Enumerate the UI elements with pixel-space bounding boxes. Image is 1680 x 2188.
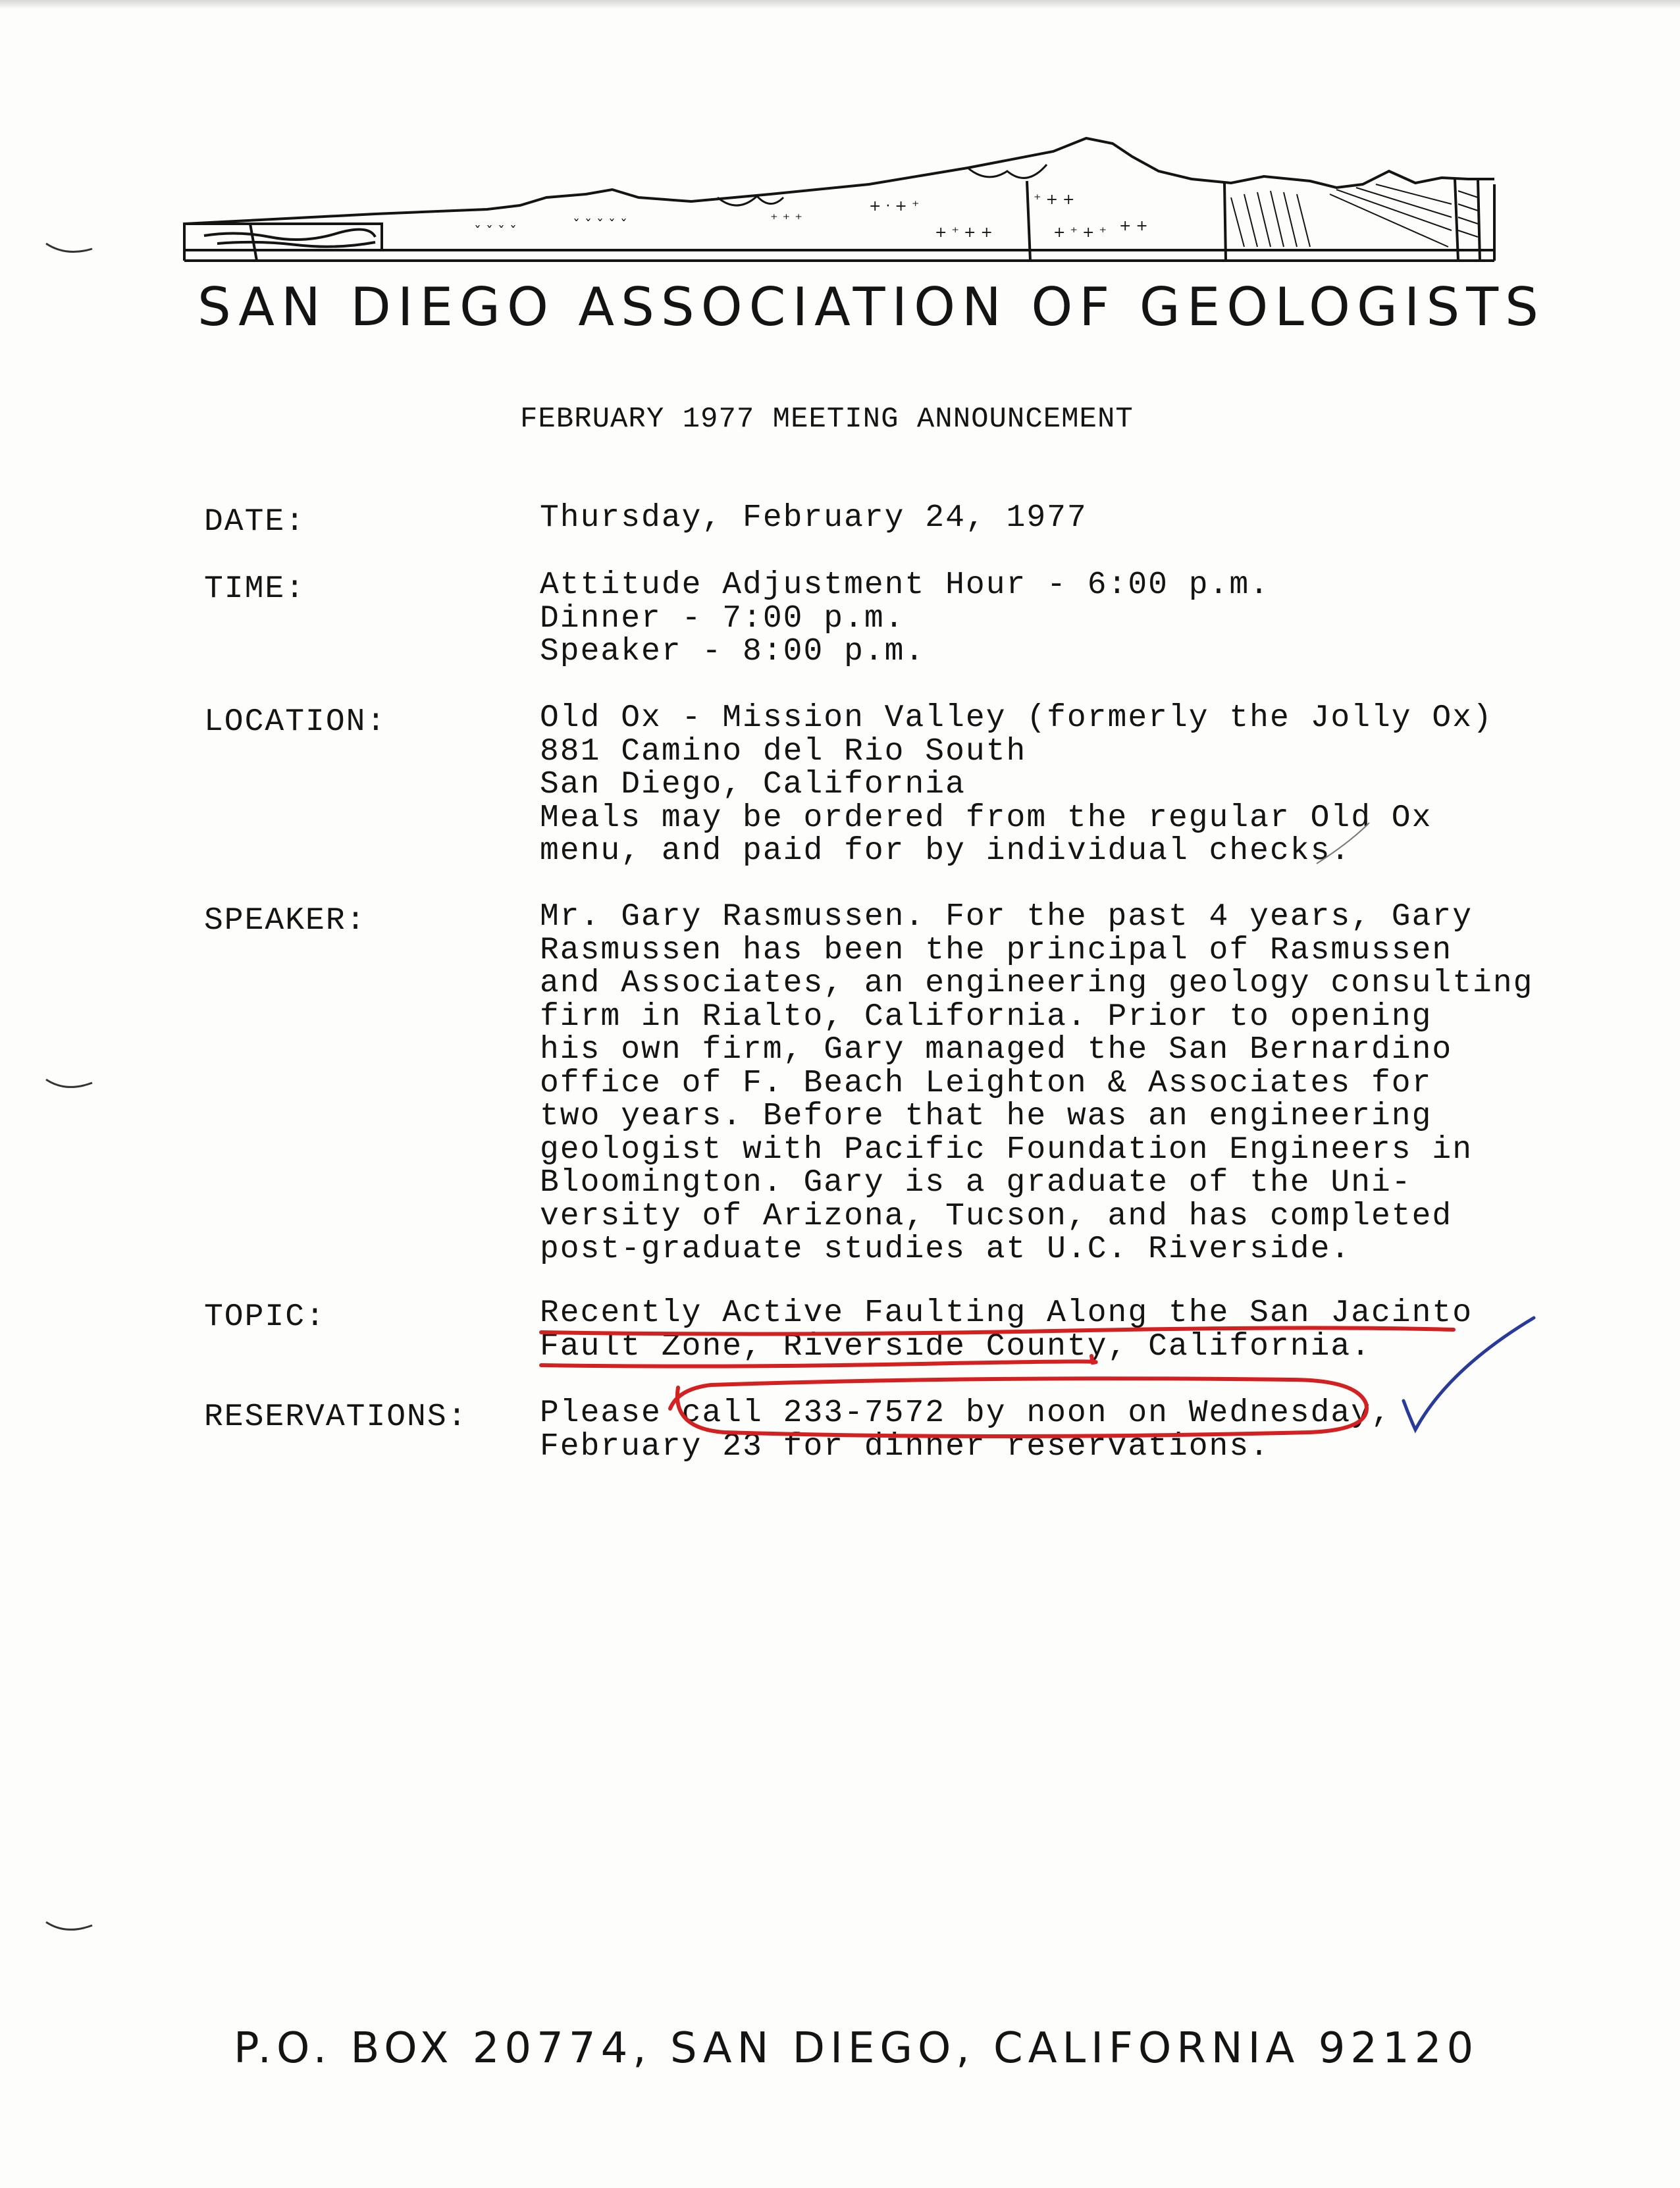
speaker-line: Rasmussen has been the principal of Rasmussen [540, 932, 1453, 968]
speaker-line: his own firm, Gary managed the San Bernardino [540, 1032, 1453, 1068]
speaker-line: post-graduate studies at U.C. Riverside. [540, 1232, 1352, 1267]
reservations-line: Please call 233-7572 by noon on Wednesday, [540, 1395, 1392, 1431]
reservations-line: February 23 for dinner reservations. [540, 1428, 1270, 1465]
topic-line: Recently Active Faulting Along the San Jacinto [540, 1295, 1473, 1331]
svg-text:⁺ ⁺ ⁺: ⁺ ⁺ ⁺ [770, 211, 802, 228]
location-line: 881 Camino del Rio South [540, 733, 1027, 769]
svg-text:+ ⁺ + +: + ⁺ + + [935, 224, 993, 241]
reservations-label: RESERVATIONS: [204, 1399, 468, 1435]
speaker-line: firm in Rialto, California. Prior to opening [540, 999, 1432, 1035]
speaker-line: Bloomington. Gary is a graduate of the Uni- [540, 1165, 1412, 1201]
page-top-edge [0, 0, 1680, 9]
location-line: menu, and paid for by individual checks. [540, 833, 1352, 869]
speaker-line: and Associates, an engineering geology consulting [540, 966, 1534, 1001]
time-line: Attitude Adjustment Hour - 6:00 p.m. [540, 567, 1270, 603]
speaker-label: SPEAKER: [204, 903, 367, 939]
location-line: San Diego, California [540, 767, 966, 802]
date-value [540, 502, 1527, 535]
footer-address: P.O. BOX 20774, SAN DIEGO, CALIFORNIA 92120 [234, 2024, 1479, 2073]
punch-hole-mark [46, 244, 92, 252]
topic-line: Fault Zone, Riverside County, California. [540, 1328, 1371, 1365]
speaker-line: office of F. Beach Leighton & Associates for [540, 1065, 1432, 1101]
location-value [540, 702, 1527, 868]
location-line: Meals may be ordered from the regular Old Ox [540, 800, 1432, 836]
location-line: Old Ox - Mission Valley (formerly the Jolly Ox) [540, 700, 1493, 736]
speaker-line: geologist with Pacific Foundation Engineers in [540, 1132, 1473, 1168]
svg-text:ˇ ˇ ˇ ˇ ˇ: ˇ ˇ ˇ ˇ ˇ [573, 218, 627, 234]
svg-text:⁺ + +: ⁺ + + [1034, 192, 1075, 208]
topic-value [540, 1297, 1527, 1363]
date-label: DATE: [204, 504, 306, 540]
punch-hole-mark [46, 1080, 92, 1087]
time-label: TIME: [204, 571, 306, 607]
announcement-title: FEBRUARY 1977 MEETING ANNOUNCEMENT [520, 403, 1134, 436]
speaker-line: Mr. Gary Rasmussen. For the past 4 years, Gary [540, 899, 1473, 935]
svg-text:ˇ ˇ ˇ ˇ: ˇ ˇ ˇ ˇ [474, 224, 517, 241]
time-line: Dinner - 7:00 p.m. [540, 600, 905, 637]
location-label: LOCATION: [204, 704, 387, 740]
time-line: Speaker - 8:00 p.m. [540, 634, 926, 669]
speaker-line: versity of Arizona, Tucson, and has completed [540, 1198, 1453, 1234]
speaker-line: two years. Before that he was an engineering [540, 1099, 1432, 1134]
geologic-cross-section-icon [178, 132, 1501, 273]
time-value [540, 569, 1527, 669]
svg-text:+ · + ⁺: + · + ⁺ [869, 198, 920, 215]
reservations-value [540, 1397, 1527, 1463]
svg-text:+ +: + + [1119, 218, 1148, 234]
organization-name: SAN DIEGO ASSOCIATION OF GEOLOGISTS [197, 276, 1545, 338]
svg-text:+ ⁺ + ⁺: + ⁺ + ⁺ [1053, 224, 1107, 241]
punch-hole-mark [46, 1922, 92, 1929]
date-line: Thursday, February 24, 1977 [540, 500, 1088, 536]
topic-label: TOPIC: [204, 1299, 326, 1335]
speaker-value [540, 899, 1534, 1267]
